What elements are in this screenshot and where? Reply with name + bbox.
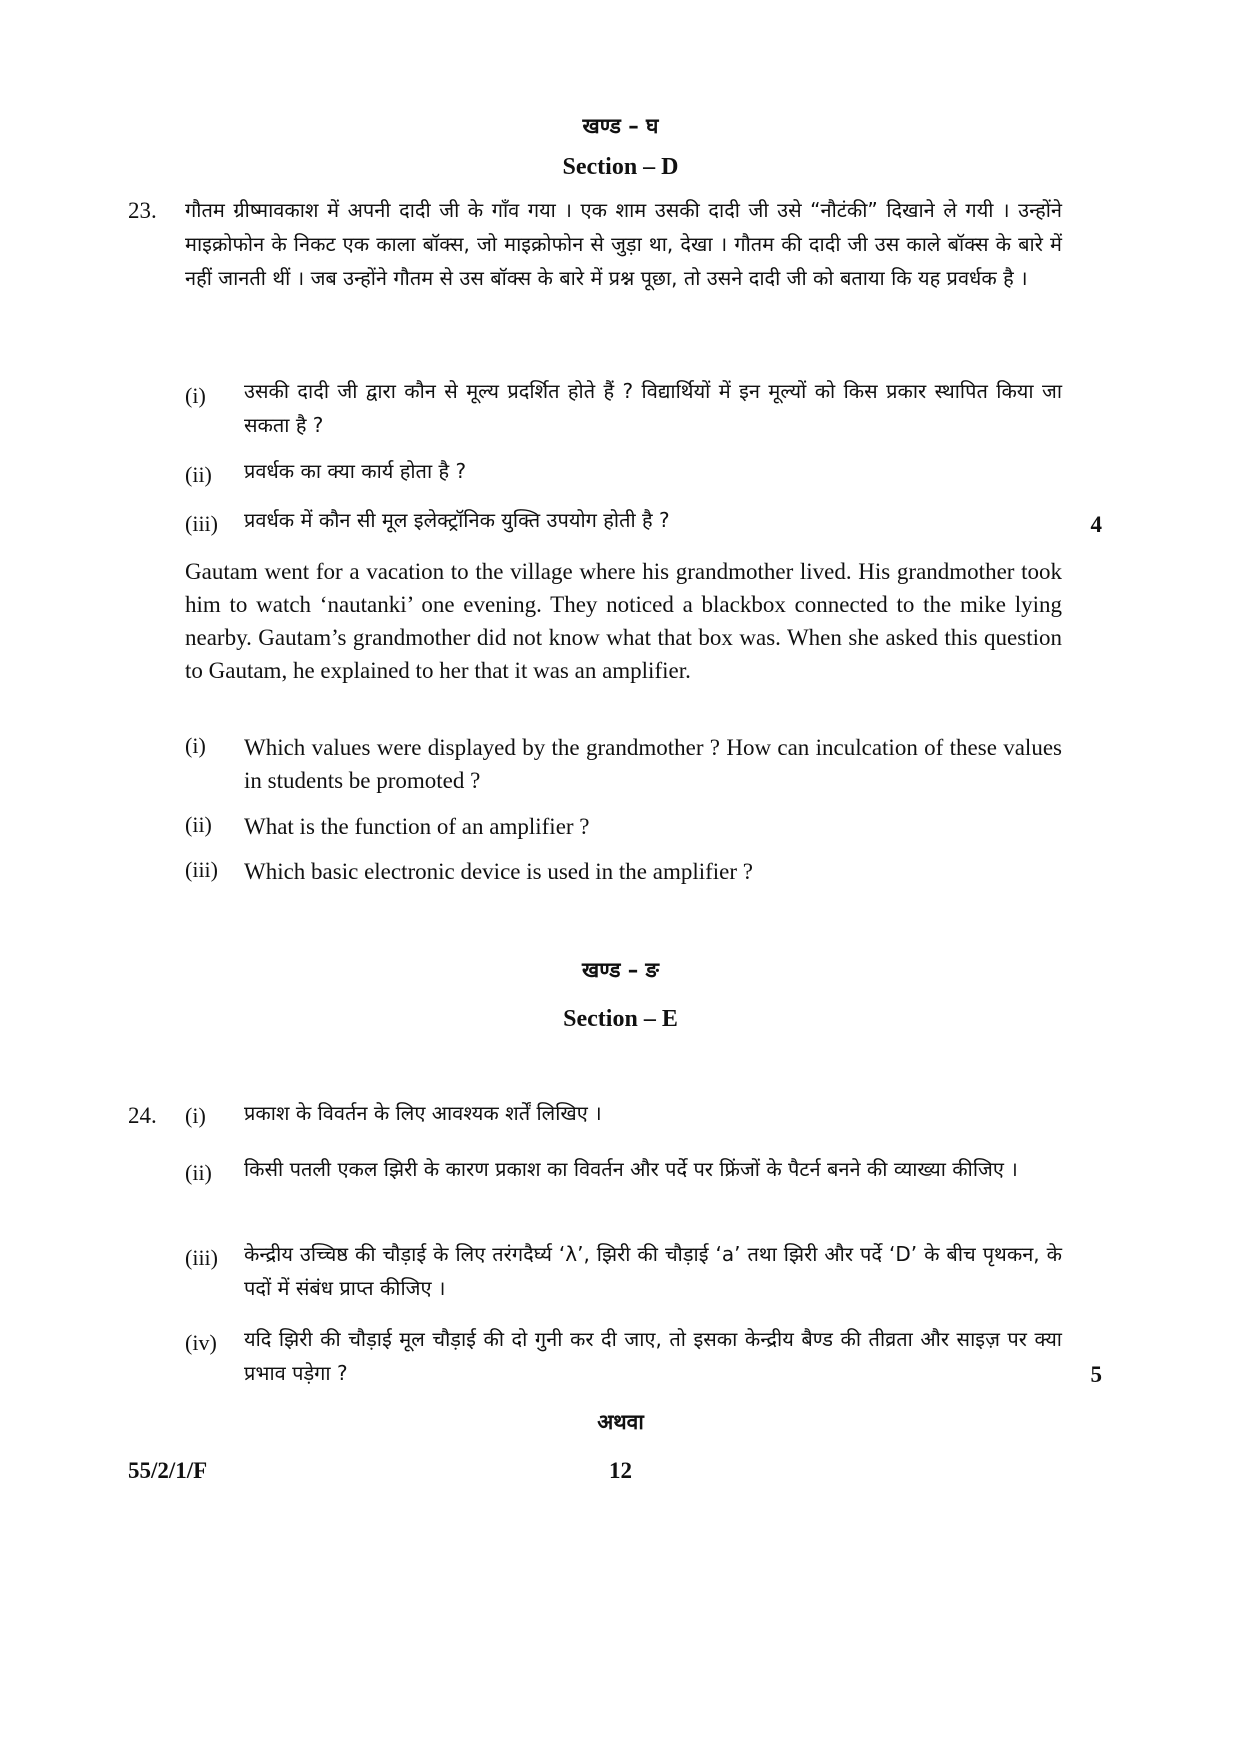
question-24-marks: 5 xyxy=(1090,1362,1102,1387)
question-23-paragraph-english: Gautam went for a vacation to the village where his grandmother lived. His grandmother took him to watch ‘nautanki’ one evening. They noticed a blackbox connected to the mike lying nearby. Gautam’s grandmother did not know what that box was. When she asked this question to Gautam, he explained to her that it was an amplifier. xyxy=(185,559,1062,683)
section-d-heading: Section – D xyxy=(562,154,679,180)
q24-part-iii-text: केन्द्रीय उच्चिष्ठ की चौड़ाई के लिए तरंगदैर्घ्य ‘λ’, झिरी की चौड़ाई ‘a’ तथा झिरी और पर्दे ‘D’ के बीच पृथकन, के पदों में संबंध प्राप्त कीजिए । xyxy=(244,1242,1062,1300)
question-24-number: 24. xyxy=(128,1103,157,1128)
q23-hi-part-i-text: उसकी दादी जी द्वारा कौन से मूल्य प्रदर्शित होते हैं ? विद्यार्थियों में इन मूल्यों को किस प्रकार स्थापित किया जा सकता है ? xyxy=(244,379,1062,437)
q23-en-part-i-text: Which values were displayed by the grandmother ? How can inculcation of these values in students be promoted ? xyxy=(244,735,1062,793)
q24-part-ii-label: (ii) xyxy=(185,1160,212,1185)
q24-part-i-label: (i) xyxy=(185,1103,206,1128)
q23-en-part-ii-label: (ii) xyxy=(185,812,212,837)
q23-en-part-iii-label: (iii) xyxy=(185,857,218,882)
section-e-heading-hindi: खण्ड – ङ xyxy=(582,958,659,982)
q24-part-iv-label: (iv) xyxy=(185,1330,217,1355)
question-23-paragraph-hindi: गौतम ग्रीष्मावकाश में अपनी दादी जी के गाँव गया । एक शाम उसकी दादी जी उसे “नौटंकी” दिखाने ले गयी । उन्होंने माइक्रोफोन के निकट एक काला बॉक्स, जो माइक्रोफोन से जुड़ा था, देखा । गौतम की दादी जी उस काले बॉक्स के बारे में नहीं जानती थीं । जब उन्होंने गौतम से उस बॉक्स के बारे में प्रश्न पूछा, तो उसने दादी जी को बताया कि यह प्रवर्धक है । xyxy=(185,198,1062,290)
q23-en-part-i-label: (i) xyxy=(185,733,206,758)
q23-hi-part-ii-label: (ii) xyxy=(185,462,212,487)
q23-en-part-iii-text: Which basic electronic device is used in the amplifier ? xyxy=(244,859,753,884)
page-number: 12 xyxy=(609,1458,632,1483)
section-d-heading-hindi: खण्ड – घ xyxy=(582,114,659,138)
or-separator: अथवा xyxy=(597,1410,644,1434)
q23-hi-part-iii-label: (iii) xyxy=(185,511,218,536)
question-23-number: 23. xyxy=(128,198,157,223)
q24-part-iii-label: (iii) xyxy=(185,1245,218,1270)
q23-hi-part-iii-text: प्रवर्धक में कौन सी मूल इलेक्ट्रॉनिक युक्ति उपयोग होती है ? xyxy=(244,508,670,532)
q24-part-iv-text: यदि झिरी की चौड़ाई मूल चौड़ाई की दो गुनी कर दी जाए, तो इसका केन्द्रीय बैण्ड की तीव्रता और साइज़ पर क्या प्रभाव पड़ेगा ? xyxy=(244,1327,1062,1385)
q24-part-i-text: प्रकाश के विवर्तन के लिए आवश्यक शर्तें लिखिए । xyxy=(244,1101,602,1125)
question-23-marks: 4 xyxy=(1090,512,1102,537)
q23-hi-part-i-label: (i) xyxy=(185,383,206,408)
paper-code: 55/2/1/F xyxy=(128,1458,208,1483)
section-e-heading: Section – E xyxy=(563,1006,678,1032)
q23-hi-part-ii-text: प्रवर्धक का क्या कार्य होता है ? xyxy=(244,459,467,483)
q24-part-ii-text: किसी पतली एकल झिरी के कारण प्रकाश का विवर्तन और पर्दे पर फ्रिंजों के पैटर्न बनने की व्याख्या कीजिए । xyxy=(244,1157,1018,1181)
q23-en-part-ii-text: What is the function of an amplifier ? xyxy=(244,814,590,839)
